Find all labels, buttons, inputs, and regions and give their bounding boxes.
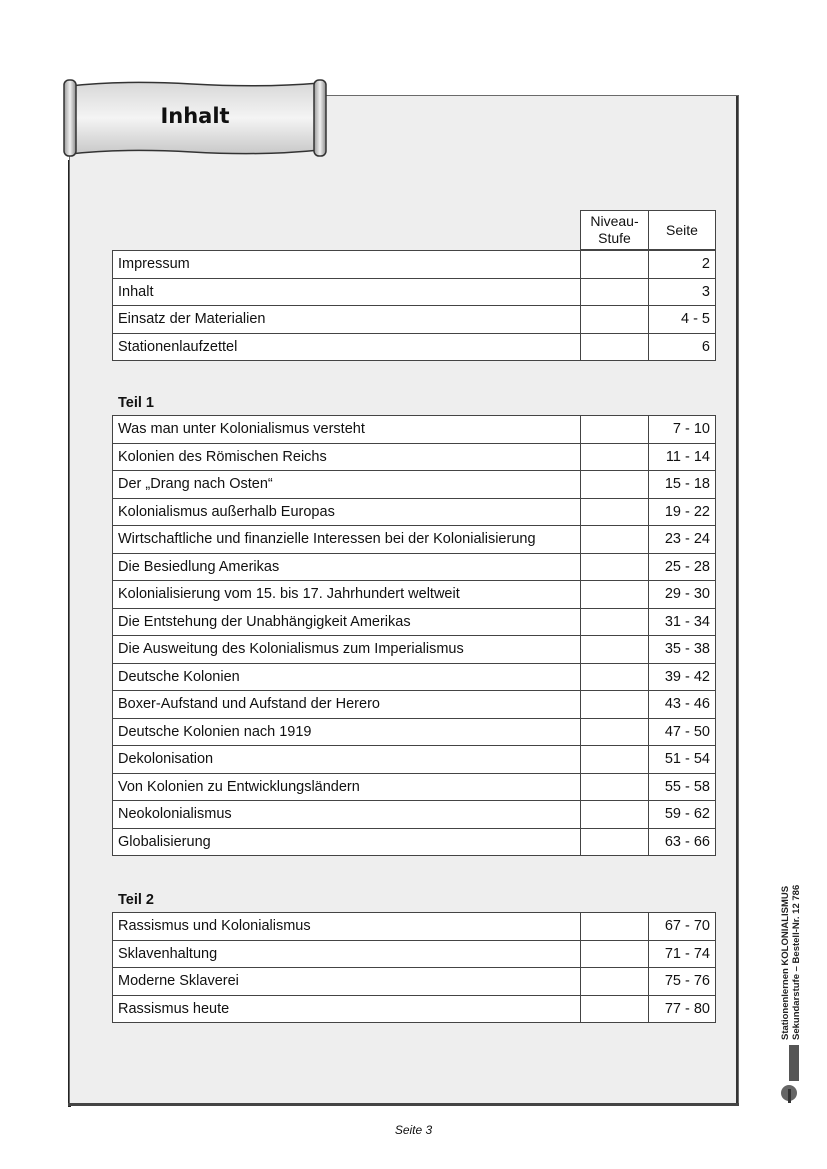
- part2-table: [112, 912, 716, 1023]
- toc-level: [581, 663, 649, 691]
- toc-title: Stationenlaufzettel: [113, 333, 581, 361]
- toc-row: [113, 636, 716, 664]
- part2-heading: Teil 2: [118, 892, 154, 908]
- column-header-page: Seite: [649, 211, 716, 250]
- order-info: [780, 820, 810, 1040]
- toc-pages: 59 - 62: [649, 801, 716, 829]
- toc-title: Der „Drang nach Osten“: [113, 471, 581, 499]
- toc-pages: 7 - 10: [649, 416, 716, 444]
- toc-pages: 31 - 34: [649, 608, 716, 636]
- toc-level: [581, 498, 649, 526]
- toc-level: [581, 746, 649, 774]
- toc-level: [581, 773, 649, 801]
- toc-row: [113, 913, 716, 941]
- order-info-line1: Stationenlernen KOLONIALISMUS: [780, 885, 791, 1040]
- toc-title: Deutsche Kolonien nach 1919: [113, 718, 581, 746]
- toc-level: [581, 995, 649, 1023]
- toc-row: [113, 746, 716, 774]
- toc-row: [113, 471, 716, 499]
- toc-row: [113, 801, 716, 829]
- toc-level: [581, 581, 649, 609]
- toc-title: Kolonialisierung vom 15. bis 17. Jahrhundert weltweit: [113, 581, 581, 609]
- toc-pages: 43 - 46: [649, 691, 716, 719]
- toc-title: Kolonialismus außerhalb Europas: [113, 498, 581, 526]
- toc-row: [113, 608, 716, 636]
- column-header-table: [580, 210, 716, 250]
- tree-logo-icon: [780, 1045, 806, 1105]
- toc-title: Rassismus heute: [113, 995, 581, 1023]
- toc-row: [113, 526, 716, 554]
- toc-level: [581, 828, 649, 856]
- toc-title: Sklavenhaltung: [113, 940, 581, 968]
- toc-row: [113, 416, 716, 444]
- toc-pages: 15 - 18: [649, 471, 716, 499]
- toc-level: [581, 306, 649, 334]
- toc-pages: 51 - 54: [649, 746, 716, 774]
- toc-title: Deutsche Kolonien: [113, 663, 581, 691]
- toc-row: [113, 306, 716, 334]
- column-header-level: [581, 211, 649, 250]
- toc-level: [581, 940, 649, 968]
- toc-row: [113, 773, 716, 801]
- toc-level: [581, 718, 649, 746]
- toc-level: [581, 333, 649, 361]
- toc-level: [581, 968, 649, 996]
- toc-level: [581, 553, 649, 581]
- toc-pages: 35 - 38: [649, 636, 716, 664]
- toc-row: [113, 443, 716, 471]
- toc-title: Die Ausweitung des Kolonialismus zum Imperialismus: [113, 636, 581, 664]
- toc-level: [581, 443, 649, 471]
- part1-heading: Teil 1: [118, 395, 154, 411]
- toc-pages: 4 - 5: [649, 306, 716, 334]
- toc-pages: 71 - 74: [649, 940, 716, 968]
- toc-title: Kolonien des Römischen Reichs: [113, 443, 581, 471]
- toc-pages: 23 - 24: [649, 526, 716, 554]
- toc-pages: 67 - 70: [649, 913, 716, 941]
- toc-pages: 63 - 66: [649, 828, 716, 856]
- toc-row: [113, 581, 716, 609]
- toc-pages: 25 - 28: [649, 553, 716, 581]
- toc-row: [113, 995, 716, 1023]
- toc-row: [113, 968, 716, 996]
- page-number: Seite 3: [394, 1123, 433, 1137]
- toc-pages: 47 - 50: [649, 718, 716, 746]
- toc-pages: 75 - 76: [649, 968, 716, 996]
- toc-level: [581, 691, 649, 719]
- toc-row: [113, 553, 716, 581]
- toc-level: [581, 913, 649, 941]
- toc-level: [581, 251, 649, 279]
- toc-level: [581, 636, 649, 664]
- toc-row: [113, 498, 716, 526]
- toc-pages: 11 - 14: [649, 443, 716, 471]
- toc-title: Was man unter Kolonialismus versteht: [113, 416, 581, 444]
- toc-pages: 29 - 30: [649, 581, 716, 609]
- toc-title: Neokolonialismus: [113, 801, 581, 829]
- toc-pages: 55 - 58: [649, 773, 716, 801]
- part1-table: [112, 415, 716, 856]
- toc-level: [581, 416, 649, 444]
- page-title: Inhalt: [160, 104, 230, 128]
- toc-row: [113, 251, 716, 279]
- toc-row: [113, 718, 716, 746]
- toc-title: Dekolonisation: [113, 746, 581, 774]
- toc-title: Globalisierung: [113, 828, 581, 856]
- toc-title: Die Entstehung der Unabhängigkeit Amerikas: [113, 608, 581, 636]
- toc-level: [581, 526, 649, 554]
- toc-title: Die Besiedlung Amerikas: [113, 553, 581, 581]
- toc-row: [113, 278, 716, 306]
- toc-title: Inhalt: [113, 278, 581, 306]
- toc-row: [113, 691, 716, 719]
- column-header-level-label: Niveau- Stufe: [590, 213, 639, 246]
- panel-shadow-bottom: [68, 1103, 739, 1106]
- order-info-line2: Sekundarstufe – Bestell-Nr. 12 786: [791, 884, 802, 1040]
- toc-pages: 77 - 80: [649, 995, 716, 1023]
- toc-row: [113, 828, 716, 856]
- toc-title: Rassismus und Kolonialismus: [113, 913, 581, 941]
- toc-title: Wirtschaftliche und finanzielle Interessen bei der Kolonialisierung: [113, 526, 581, 554]
- intro-table: [112, 250, 716, 361]
- toc-row: [113, 333, 716, 361]
- toc-pages: 2: [649, 251, 716, 279]
- toc-pages: 3: [649, 278, 716, 306]
- toc-pages: 39 - 42: [649, 663, 716, 691]
- toc-title: Impressum: [113, 251, 581, 279]
- toc-pages: 19 - 22: [649, 498, 716, 526]
- toc-title: Von Kolonien zu Entwicklungsländern: [113, 773, 581, 801]
- toc-level: [581, 801, 649, 829]
- toc-row: [113, 940, 716, 968]
- toc-row: [113, 663, 716, 691]
- toc-title: Einsatz der Materialien: [113, 306, 581, 334]
- toc-pages: 6: [649, 333, 716, 361]
- toc-level: [581, 608, 649, 636]
- toc-title: Boxer-Aufstand und Aufstand der Herero: [113, 691, 581, 719]
- toc-level: [581, 278, 649, 306]
- toc-title: Moderne Sklaverei: [113, 968, 581, 996]
- title-scroll-banner: [62, 78, 328, 158]
- toc-level: [581, 471, 649, 499]
- publisher-logo: [780, 1045, 806, 1105]
